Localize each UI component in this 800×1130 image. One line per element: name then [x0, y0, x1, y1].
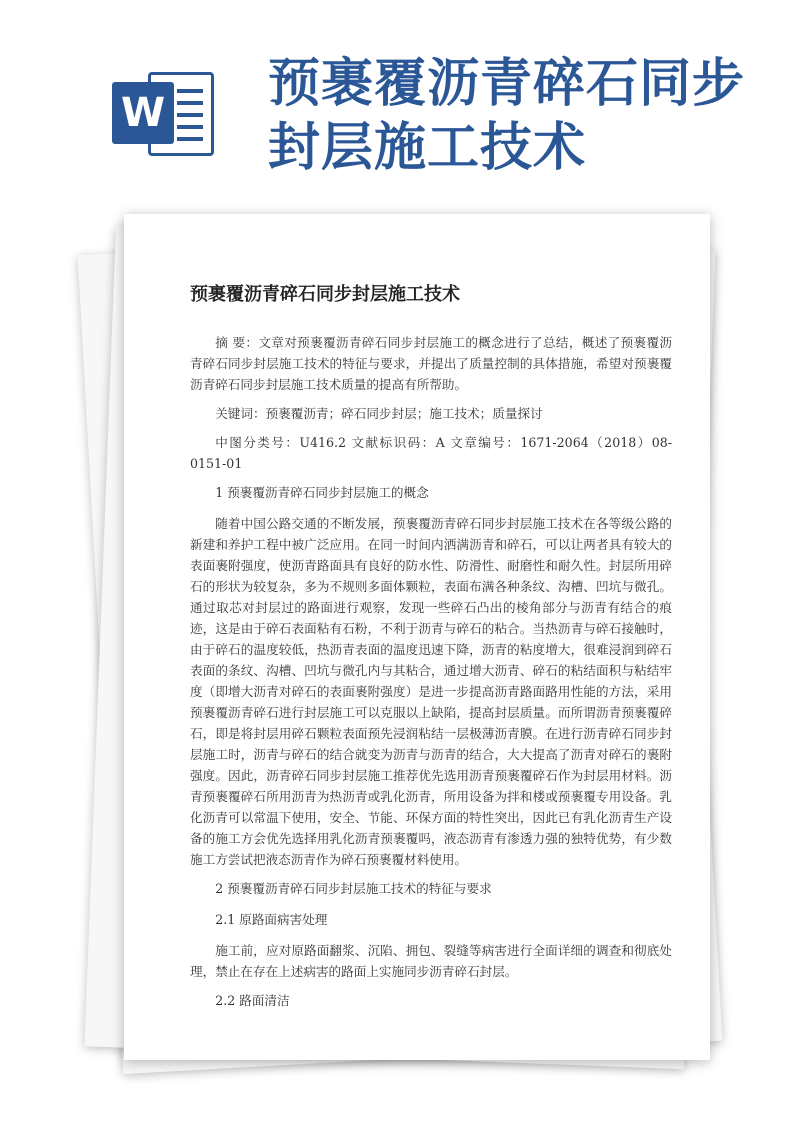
word-logo-icon — [112, 68, 216, 160]
section-2-1-heading: 2.1 原路面病害处理 — [215, 912, 328, 927]
classification-paragraph: 中图分类号：U416.2 文献标识码：A 文章编号：1671-2064（2018）08-0151-01 — [190, 435, 672, 471]
abstract-paragraph: 摘 要：文章对预裹覆沥青碎石同步封层施工的概念进行了总结，概述了预裹覆沥青碎石同步封层施工技术的特征与要求，并提出了质量控制的具体措施，希望对预裹覆沥青碎石同步封层施工技术质量的提高有所帮助。 — [190, 335, 672, 392]
section-1-heading: 1 预裹覆沥青碎石同步封层施工的概念 — [215, 485, 429, 500]
word-logo-letter: W — [112, 82, 174, 144]
keywords-paragraph: 关键词：预裹覆沥青；碎石同步封层；施工技术；质量探讨 — [215, 406, 543, 421]
section-2-heading: 2 预裹覆沥青碎石同步封层施工技术的特征与要求 — [215, 881, 492, 896]
banner-title: 预裹覆沥青碎石同步封层施工技术 — [268, 54, 746, 178]
document-page — [124, 214, 710, 1060]
section-2-1-body: 施工前，应对原路面翻浆、沉陷、拥包、裂缝等病害进行全面详细的调查和彻底处理，禁止在存在上述病害的路面上实施同步沥青碎石封层。 — [190, 943, 672, 979]
section-1-body: 随着中国公路交通的不断发展，预裹覆沥青碎石同步封层施工技术在各等级公路的新建和养护工程中被广泛应用。在同一时间内洒满沥青和碎石，可以让两者具有较大的表面裹附强度，使沥青路面具有良好的防水性、防滑性、耐磨性和耐久性。封层所用碎石的形状为较复杂，多为不规则多面体颗粒，表面布满各种条纹、沟槽、凹坑与微孔。通过取芯对封层过的路面进行观察，发现一些碎石凸出的棱角部分与沥青有结合的痕迹，这是由于碎石表面粘有石粉，不利于沥青与碎石的粘合。当热沥青与碎石接触时，由于碎石的温度较低，热沥青表面的温度迅速下降，沥青的粘度增大，很难浸润到碎石表面的条纹、沟槽、凹坑与微孔内与其粘合，通过增大沥青、碎石的粘结面积与粘结牢度（即增大沥青对碎石的表面裹附强度）是进一步提高沥青路面路用性能的方法，采用预裹覆沥青碎石进行封层施工可以克服以上缺陷，提高封层质量。而所谓沥青预裹覆碎石，即是将封层用碎石颗粒表面预先浸润粘结一层极薄沥青膜。在进行沥青碎石同步封层施工时，沥青与碎石的结合就变为沥青与沥青的结合，大大提高了沥青对碎石的裹附强度。因此，沥青碎石同步封层施工推荐优先选用沥青预裹覆碎石作为封层用材料。沥青预裹覆碎石所用沥青为热沥青或乳化沥青，所用设备为拌和楼或预裹覆专用设备。乳化沥青可以常温下使用，安全、节能、环保方面的特性突出，因此已有乳化沥青生产设备的施工方会优先选择用乳化沥青预裹覆吗，液态沥青有渗透力强的独特优势，有少数施工方尝试把液态沥青作为碎石预裹覆材料使用。 — [190, 516, 672, 867]
section-2-2-heading: 2.2 路面清洁 — [215, 993, 290, 1008]
document-title: 预裹覆沥青碎石同步封层施工技术 — [190, 284, 460, 305]
